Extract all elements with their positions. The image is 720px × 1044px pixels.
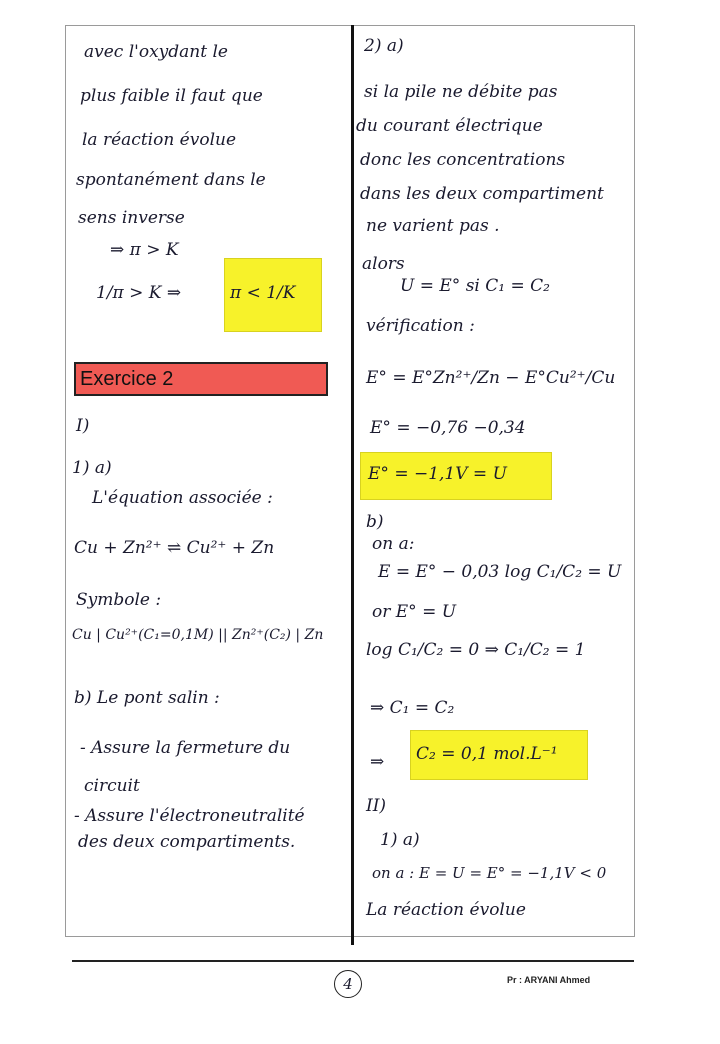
- author-credit: Pr : ARYANI Ahmed: [507, 975, 591, 985]
- left-line-14: b) Le pont salin :: [74, 688, 220, 708]
- left-line-13: Cu | Cu²⁺(C₁=0,1M) || Zn²⁺(C₂) | Zn: [72, 627, 324, 643]
- right-line-2: si la pile ne débite pas: [364, 82, 558, 102]
- right-line-12: E° = −1,1V = U: [368, 464, 507, 484]
- right-line-24: La réaction évolue: [366, 900, 526, 920]
- right-line-10: E° = E°Zn²⁺/Zn − E°Cu²⁺/Cu: [366, 368, 616, 388]
- left-line-6: ⇒ π > K: [110, 240, 179, 260]
- right-line-5: dans les deux compartiment: [360, 184, 604, 204]
- right-line-23: on a : E = U = E° = −1,1V < 0: [372, 864, 607, 882]
- right-line-15: E = E° − 0,03 log C₁/C₂ = U: [378, 562, 622, 582]
- left-line-10: L'équation associée :: [92, 488, 273, 508]
- right-line-8: U = E° si C₁ = C₂: [400, 276, 550, 296]
- left-line-7-highlighted: π < 1/K: [230, 283, 296, 303]
- right-line-9: vérification :: [366, 316, 475, 336]
- right-line-20: C₂ = 0,1 mol.L⁻¹: [416, 744, 558, 764]
- left-line-16: circuit: [84, 776, 140, 796]
- right-line-18: ⇒ C₁ = C₂: [370, 698, 455, 718]
- left-line-15: - Assure la fermeture du: [80, 738, 291, 758]
- right-line-22: 1) a): [380, 830, 420, 850]
- right-line-16: or E° = U: [372, 602, 457, 622]
- left-line-18: des deux compartiments.: [78, 832, 296, 852]
- left-line-9: 1) a): [72, 458, 112, 478]
- left-line-8: I): [76, 416, 90, 436]
- footer-rule: [72, 960, 634, 962]
- left-line-3: la réaction évolue: [82, 130, 237, 150]
- left-line-11: Cu + Zn²⁺ ⇌ Cu²⁺ + Zn: [74, 538, 275, 558]
- left-line-5: sens inverse: [78, 208, 185, 228]
- left-line-12: Symbole :: [76, 590, 162, 610]
- page-number: 4: [334, 970, 362, 998]
- right-line-3: du courant électrique: [356, 116, 543, 136]
- left-line-2: plus faible il faut que: [80, 86, 263, 106]
- left-line-4: spontanément dans le: [76, 170, 266, 190]
- column-divider: [351, 25, 354, 945]
- left-line-7: 1/π > K ⇒: [96, 283, 182, 303]
- right-line-1: 2) a): [364, 36, 404, 56]
- right-line-17: log C₁/C₂ = 0 ⇒ C₁/C₂ = 1: [366, 640, 586, 660]
- right-line-11: E° = −0,76 −0,34: [370, 418, 526, 438]
- right-line-4: donc les concentrations: [360, 150, 566, 170]
- exercise-title: Exercice 2: [80, 368, 174, 390]
- left-line-1: avec l'oxydant le: [84, 42, 228, 62]
- right-line-21: II): [366, 796, 387, 816]
- right-line-13: b): [366, 512, 384, 532]
- right-line-6: ne varient pas .: [366, 216, 500, 236]
- right-line-7: alors: [362, 254, 405, 274]
- left-line-17: - Assure l'électroneutralité: [74, 806, 305, 826]
- right-line-19: ⇒: [370, 752, 385, 772]
- right-line-14: on a:: [372, 534, 415, 554]
